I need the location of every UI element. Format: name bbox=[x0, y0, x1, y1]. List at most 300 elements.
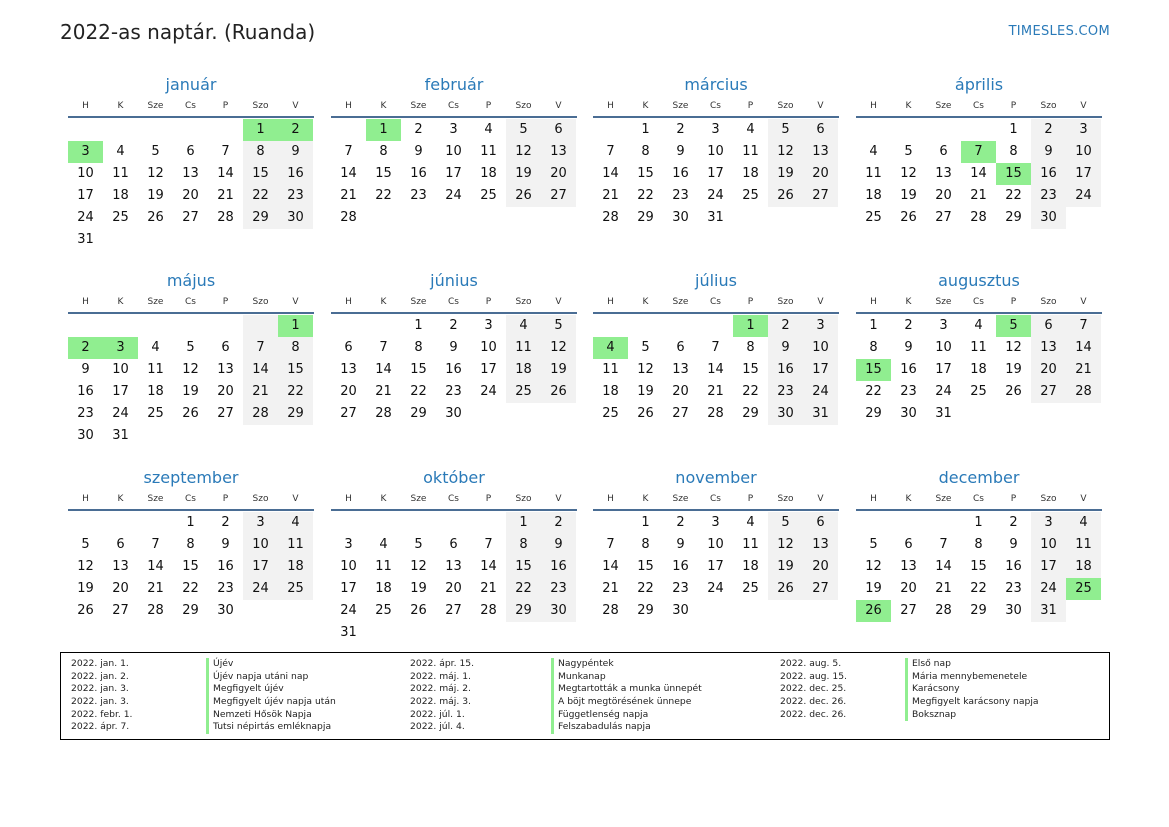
day-cell: 23 bbox=[410, 188, 427, 203]
empty-cell bbox=[103, 512, 138, 534]
day-cell: 5 bbox=[541, 315, 576, 337]
day-cell: 13 bbox=[935, 166, 952, 181]
month-name: november bbox=[675, 468, 757, 487]
weekday-label: Sze bbox=[672, 297, 689, 307]
day-cell: 27 bbox=[112, 603, 129, 618]
day-cell: 31 bbox=[1031, 600, 1066, 622]
day-cell: 13 bbox=[182, 166, 199, 181]
day-cell: 2 bbox=[221, 515, 230, 530]
day-cell: 1 bbox=[414, 318, 423, 333]
weekday-label: V bbox=[292, 101, 299, 111]
empty-cell bbox=[173, 229, 208, 251]
weekday-label: H bbox=[607, 101, 614, 111]
day-cell: 3 bbox=[1031, 512, 1066, 534]
holiday-name: Megfigyelt újév bbox=[206, 683, 336, 696]
day-cell: 26 bbox=[410, 603, 427, 618]
day-cell: 25 bbox=[278, 578, 313, 600]
holiday-legend bbox=[60, 652, 1110, 740]
weekday-label: Szo bbox=[1040, 101, 1057, 111]
weekday-header bbox=[856, 292, 1102, 314]
empty-cell bbox=[68, 315, 103, 337]
day-cell: 22 bbox=[742, 384, 759, 399]
day-cell: 21 bbox=[602, 581, 619, 596]
day-cell: 29 bbox=[506, 600, 541, 622]
holiday-name: Munkanap bbox=[551, 671, 702, 684]
day-cell: 19 bbox=[410, 581, 427, 596]
day-cell: 22 bbox=[278, 381, 313, 403]
day-cell: 9 bbox=[768, 337, 803, 359]
holiday-date: 2022. jan. 3. bbox=[71, 683, 129, 695]
day-cell: 10 bbox=[1031, 534, 1066, 556]
weekday-label: P bbox=[485, 101, 492, 111]
day-cell: 29 bbox=[637, 603, 654, 618]
weekday-label: K bbox=[117, 297, 124, 307]
day-cell: 28 bbox=[480, 603, 497, 618]
day-cell: 4 bbox=[151, 340, 160, 355]
weekday-label: K bbox=[642, 297, 649, 307]
weekday-label: P bbox=[222, 101, 229, 111]
holiday-name: Újév napja utáni nap bbox=[206, 671, 336, 684]
day-cell: 4 bbox=[278, 512, 313, 534]
weekday-label: P bbox=[747, 494, 754, 504]
day-cell: 6 bbox=[221, 340, 230, 355]
day-cell: 3 bbox=[939, 318, 948, 333]
day-cell: 29 bbox=[410, 406, 427, 421]
weekday-label: V bbox=[555, 297, 562, 307]
empty-cell bbox=[436, 512, 471, 534]
day-cell: 9 bbox=[449, 340, 458, 355]
legend-names-col-2 bbox=[551, 658, 702, 734]
day-cell: 22 bbox=[970, 581, 987, 596]
day-cell: 11 bbox=[742, 144, 759, 159]
day-cell: 11 bbox=[1066, 534, 1101, 556]
holiday-day-cell: 25 bbox=[1066, 578, 1101, 600]
day-cell: 27 bbox=[182, 210, 199, 225]
day-cell: 19 bbox=[147, 188, 164, 203]
weekday-label: V bbox=[1080, 101, 1087, 111]
day-cell: 27 bbox=[217, 406, 234, 421]
day-cell: 16 bbox=[278, 163, 313, 185]
day-cell: 18 bbox=[278, 556, 313, 578]
empty-cell bbox=[593, 512, 628, 534]
day-cell: 5 bbox=[641, 340, 650, 355]
day-cell: 22 bbox=[375, 188, 392, 203]
weekday-label: H bbox=[607, 494, 614, 504]
day-cell: 24 bbox=[445, 188, 462, 203]
day-cell: 15 bbox=[410, 362, 427, 377]
day-cell: 23 bbox=[541, 578, 576, 600]
day-cell: 18 bbox=[480, 166, 497, 181]
day-cell: 25 bbox=[602, 406, 619, 421]
weekday-label: Sze bbox=[935, 297, 952, 307]
legend-names-col-3 bbox=[905, 658, 1039, 721]
month-name: október bbox=[423, 468, 485, 487]
day-cell: 23 bbox=[278, 185, 313, 207]
day-cell: 25 bbox=[506, 381, 541, 403]
day-cell: 10 bbox=[707, 144, 724, 159]
holiday-day-cell: 1 bbox=[278, 315, 313, 337]
day-cell: 22 bbox=[637, 581, 654, 596]
empty-cell bbox=[803, 207, 838, 229]
day-cell: 29 bbox=[865, 406, 882, 421]
weekday-label: H bbox=[82, 101, 89, 111]
day-cell: 17 bbox=[445, 166, 462, 181]
day-cell: 2 bbox=[768, 315, 803, 337]
weekday-label: Cs bbox=[185, 494, 196, 504]
day-cell: 27 bbox=[803, 578, 838, 600]
day-cell: 18 bbox=[147, 384, 164, 399]
empty-cell bbox=[541, 622, 576, 644]
empty-cell bbox=[366, 512, 401, 534]
holiday-name: Felszabadulás napja bbox=[551, 721, 702, 734]
day-cell: 30 bbox=[1031, 207, 1066, 229]
day-cell: 14 bbox=[602, 559, 619, 574]
day-cell: 16 bbox=[541, 556, 576, 578]
empty-cell bbox=[366, 622, 401, 644]
day-cell: 18 bbox=[865, 188, 882, 203]
day-cell: 13 bbox=[1031, 337, 1066, 359]
day-cell: 17 bbox=[77, 188, 94, 203]
day-cell: 4 bbox=[506, 315, 541, 337]
day-cell: 7 bbox=[344, 144, 353, 159]
day-cell: 13 bbox=[803, 534, 838, 556]
day-cell: 31 bbox=[112, 428, 129, 443]
weekday-label: Cs bbox=[710, 101, 721, 111]
holiday-date: 2022. máj. 3. bbox=[410, 696, 471, 708]
day-cell: 24 bbox=[707, 188, 724, 203]
day-cell: 19 bbox=[865, 581, 882, 596]
day-cell: 23 bbox=[900, 384, 917, 399]
day-cell: 27 bbox=[1031, 381, 1066, 403]
day-cell: 16 bbox=[445, 362, 462, 377]
day-cell: 2 bbox=[414, 122, 423, 137]
weekday-label: P bbox=[747, 101, 754, 111]
holiday-date: 2022. ápr. 7. bbox=[71, 721, 130, 733]
month-name: szeptember bbox=[143, 468, 239, 487]
day-cell: 27 bbox=[935, 210, 952, 225]
weekday-header bbox=[593, 292, 839, 314]
day-cell: 25 bbox=[147, 406, 164, 421]
empty-cell bbox=[541, 403, 576, 425]
month-name: július bbox=[695, 271, 737, 290]
day-cell: 1 bbox=[1009, 122, 1018, 137]
day-cell: 18 bbox=[1066, 556, 1101, 578]
weekday-label: Szo bbox=[1040, 494, 1057, 504]
day-cell: 20 bbox=[935, 188, 952, 203]
weekday-label: H bbox=[607, 297, 614, 307]
weekday-label: V bbox=[292, 494, 299, 504]
day-cell: 5 bbox=[414, 537, 423, 552]
empty-cell bbox=[138, 229, 173, 251]
weekday-label: K bbox=[642, 494, 649, 504]
empty-cell bbox=[506, 207, 541, 229]
day-cell: 5 bbox=[904, 144, 913, 159]
weekday-label: Szo bbox=[252, 494, 269, 504]
day-cell: 19 bbox=[900, 188, 917, 203]
day-cell: 23 bbox=[217, 581, 234, 596]
day-cell: 15 bbox=[243, 163, 278, 185]
weekday-label: Sze bbox=[147, 297, 164, 307]
brand-link[interactable]: TIMESLES.COM bbox=[1008, 24, 1110, 39]
day-cell: 14 bbox=[1066, 337, 1101, 359]
day-cell: 4 bbox=[746, 515, 755, 530]
weekday-label: V bbox=[817, 101, 824, 111]
empty-cell bbox=[926, 512, 961, 534]
empty-cell bbox=[768, 600, 803, 622]
day-cell: 21 bbox=[602, 188, 619, 203]
holiday-day-cell: 5 bbox=[996, 315, 1031, 337]
day-cell: 10 bbox=[707, 537, 724, 552]
day-cell: 4 bbox=[1066, 512, 1101, 534]
weekday-header bbox=[331, 489, 577, 511]
month-6 bbox=[331, 270, 577, 425]
day-cell: 15 bbox=[278, 359, 313, 381]
empty-cell bbox=[1066, 207, 1101, 229]
month-name: február bbox=[424, 75, 484, 94]
day-cell: 17 bbox=[243, 556, 278, 578]
holiday-day-cell: 1 bbox=[733, 315, 768, 337]
holiday-name: Függetlenség napja bbox=[551, 709, 702, 722]
holiday-date: 2022. dec. 26. bbox=[780, 696, 847, 708]
empty-cell bbox=[1066, 600, 1101, 622]
weekday-label: Szo bbox=[515, 297, 532, 307]
holiday-name: Tutsi népirtás emléknapja bbox=[206, 721, 336, 734]
day-cell: 26 bbox=[506, 185, 541, 207]
days-grid bbox=[331, 315, 577, 425]
day-cell: 25 bbox=[742, 581, 759, 596]
day-cell: 27 bbox=[900, 603, 917, 618]
day-cell: 11 bbox=[375, 559, 392, 574]
day-cell: 27 bbox=[672, 406, 689, 421]
empty-cell bbox=[243, 425, 278, 447]
weekday-label: Sze bbox=[672, 494, 689, 504]
day-cell: 28 bbox=[147, 603, 164, 618]
day-cell: 26 bbox=[768, 578, 803, 600]
day-cell: 12 bbox=[865, 559, 882, 574]
weekday-label: H bbox=[870, 101, 877, 111]
day-cell: 22 bbox=[637, 188, 654, 203]
weekday-label: Cs bbox=[973, 494, 984, 504]
empty-cell bbox=[278, 229, 313, 251]
day-cell: 23 bbox=[1031, 185, 1066, 207]
day-cell: 8 bbox=[869, 340, 878, 355]
day-cell: 13 bbox=[541, 141, 576, 163]
day-cell: 17 bbox=[803, 359, 838, 381]
weekday-label: V bbox=[817, 297, 824, 307]
weekday-label: P bbox=[1010, 297, 1017, 307]
day-cell: 29 bbox=[970, 603, 987, 618]
day-cell: 21 bbox=[480, 581, 497, 596]
empty-cell bbox=[856, 119, 891, 141]
day-cell: 12 bbox=[1005, 340, 1022, 355]
day-cell: 9 bbox=[904, 340, 913, 355]
day-cell: 3 bbox=[711, 122, 720, 137]
day-cell: 30 bbox=[278, 207, 313, 229]
day-cell: 6 bbox=[1031, 315, 1066, 337]
day-cell: 16 bbox=[672, 559, 689, 574]
day-cell: 25 bbox=[970, 384, 987, 399]
empty-cell bbox=[471, 512, 506, 534]
month-7 bbox=[593, 270, 839, 425]
month-name: január bbox=[165, 75, 217, 94]
day-cell: 31 bbox=[340, 625, 357, 640]
empty-cell bbox=[208, 229, 243, 251]
day-cell: 31 bbox=[707, 210, 724, 225]
month-1 bbox=[68, 74, 314, 251]
day-cell: 15 bbox=[742, 362, 759, 377]
day-cell: 29 bbox=[1005, 210, 1022, 225]
month-name: december bbox=[938, 468, 1020, 487]
day-cell: 2 bbox=[449, 318, 458, 333]
page-title: 2022-as naptár. (Ruanda) bbox=[60, 20, 316, 44]
day-cell: 20 bbox=[803, 556, 838, 578]
day-cell: 1 bbox=[506, 512, 541, 534]
day-cell: 4 bbox=[379, 537, 388, 552]
day-cell: 3 bbox=[344, 537, 353, 552]
day-cell: 16 bbox=[217, 559, 234, 574]
day-cell: 6 bbox=[116, 537, 125, 552]
day-cell: 30 bbox=[672, 603, 689, 618]
day-cell: 11 bbox=[112, 166, 129, 181]
weekday-label: Sze bbox=[935, 101, 952, 111]
day-cell: 24 bbox=[707, 581, 724, 596]
day-cell: 24 bbox=[935, 384, 952, 399]
day-cell: 22 bbox=[1005, 188, 1022, 203]
day-cell: 21 bbox=[970, 188, 987, 203]
holiday-day-cell: 26 bbox=[856, 600, 891, 622]
days-grid bbox=[593, 119, 839, 229]
day-cell: 10 bbox=[445, 144, 462, 159]
empty-cell bbox=[138, 315, 173, 337]
weekday-label: P bbox=[1010, 101, 1017, 111]
weekday-header bbox=[856, 96, 1102, 118]
empty-cell bbox=[768, 207, 803, 229]
day-cell: 4 bbox=[484, 122, 493, 137]
holiday-day-cell: 15 bbox=[996, 163, 1031, 185]
day-cell: 9 bbox=[221, 537, 230, 552]
day-cell: 22 bbox=[506, 578, 541, 600]
day-cell: 9 bbox=[414, 144, 423, 159]
day-cell: 26 bbox=[768, 185, 803, 207]
weekday-label: Sze bbox=[147, 101, 164, 111]
day-cell: 25 bbox=[865, 210, 882, 225]
empty-cell bbox=[243, 600, 278, 622]
empty-cell bbox=[278, 425, 313, 447]
holiday-date: 2022. aug. 5. bbox=[780, 658, 842, 669]
day-cell: 6 bbox=[803, 512, 838, 534]
day-cell: 12 bbox=[768, 141, 803, 163]
day-cell: 27 bbox=[445, 603, 462, 618]
day-cell: 19 bbox=[77, 581, 94, 596]
day-cell: 15 bbox=[182, 559, 199, 574]
weekday-label: Sze bbox=[672, 101, 689, 111]
day-cell: 12 bbox=[637, 362, 654, 377]
day-cell: 30 bbox=[541, 600, 576, 622]
empty-cell bbox=[436, 622, 471, 644]
day-cell: 16 bbox=[672, 166, 689, 181]
weekday-label: Szo bbox=[515, 494, 532, 504]
weekday-header bbox=[331, 96, 577, 118]
day-cell: 3 bbox=[1066, 119, 1101, 141]
empty-cell bbox=[733, 207, 768, 229]
day-cell: 27 bbox=[803, 185, 838, 207]
day-cell: 14 bbox=[707, 362, 724, 377]
holiday-date: 2022. máj. 2. bbox=[410, 683, 471, 695]
weekday-label: Cs bbox=[973, 101, 984, 111]
day-cell: 8 bbox=[746, 340, 755, 355]
day-cell: 20 bbox=[803, 163, 838, 185]
day-cell: 22 bbox=[243, 185, 278, 207]
day-cell: 18 bbox=[742, 166, 759, 181]
day-cell: 18 bbox=[742, 559, 759, 574]
weekday-label: K bbox=[642, 101, 649, 111]
day-cell: 29 bbox=[637, 210, 654, 225]
weekday-label: V bbox=[1080, 297, 1087, 307]
month-2 bbox=[331, 74, 577, 229]
weekday-label: Szo bbox=[777, 494, 794, 504]
day-cell: 1 bbox=[641, 122, 650, 137]
day-cell: 10 bbox=[935, 340, 952, 355]
weekday-label: Szo bbox=[515, 101, 532, 111]
day-cell: 8 bbox=[641, 537, 650, 552]
day-cell: 1 bbox=[974, 515, 983, 530]
holiday-name: Nagypéntek bbox=[551, 658, 702, 671]
day-cell: 11 bbox=[602, 362, 619, 377]
holiday-date: 2022. jan. 2. bbox=[71, 670, 129, 682]
empty-cell bbox=[961, 119, 996, 141]
day-cell: 7 bbox=[243, 337, 278, 359]
day-cell: 28 bbox=[602, 210, 619, 225]
day-cell: 12 bbox=[768, 534, 803, 556]
day-cell: 19 bbox=[768, 163, 803, 185]
day-cell: 14 bbox=[935, 559, 952, 574]
holiday-date: 2022. máj. 1. bbox=[410, 670, 471, 682]
day-cell: 8 bbox=[641, 144, 650, 159]
month-10 bbox=[331, 467, 577, 644]
day-cell: 24 bbox=[1031, 578, 1066, 600]
day-cell: 12 bbox=[900, 166, 917, 181]
day-cell: 2 bbox=[904, 318, 913, 333]
weekday-label: K bbox=[905, 101, 912, 111]
holiday-name: Megfigyelt újév napja után bbox=[206, 696, 336, 709]
empty-cell bbox=[593, 315, 628, 337]
empty-cell bbox=[733, 600, 768, 622]
day-cell: 2 bbox=[541, 512, 576, 534]
day-cell: 14 bbox=[970, 166, 987, 181]
day-cell: 26 bbox=[541, 381, 576, 403]
day-cell: 30 bbox=[217, 603, 234, 618]
day-cell: 15 bbox=[637, 559, 654, 574]
day-cell: 8 bbox=[974, 537, 983, 552]
holiday-name: Karácsony bbox=[905, 683, 1039, 696]
day-cell: 26 bbox=[182, 406, 199, 421]
empty-cell bbox=[593, 119, 628, 141]
day-cell: 16 bbox=[410, 166, 427, 181]
weekday-label: Sze bbox=[935, 494, 952, 504]
day-cell: 3 bbox=[711, 515, 720, 530]
day-cell: 24 bbox=[803, 381, 838, 403]
day-cell: 18 bbox=[506, 359, 541, 381]
day-cell: 20 bbox=[445, 581, 462, 596]
weekday-label: V bbox=[1080, 494, 1087, 504]
day-cell: 3 bbox=[243, 512, 278, 534]
holiday-day-cell: 15 bbox=[856, 359, 891, 381]
weekday-label: P bbox=[485, 297, 492, 307]
day-cell: 17 bbox=[707, 166, 724, 181]
day-cell: 12 bbox=[147, 166, 164, 181]
day-cell: 28 bbox=[602, 603, 619, 618]
day-cell: 25 bbox=[375, 603, 392, 618]
